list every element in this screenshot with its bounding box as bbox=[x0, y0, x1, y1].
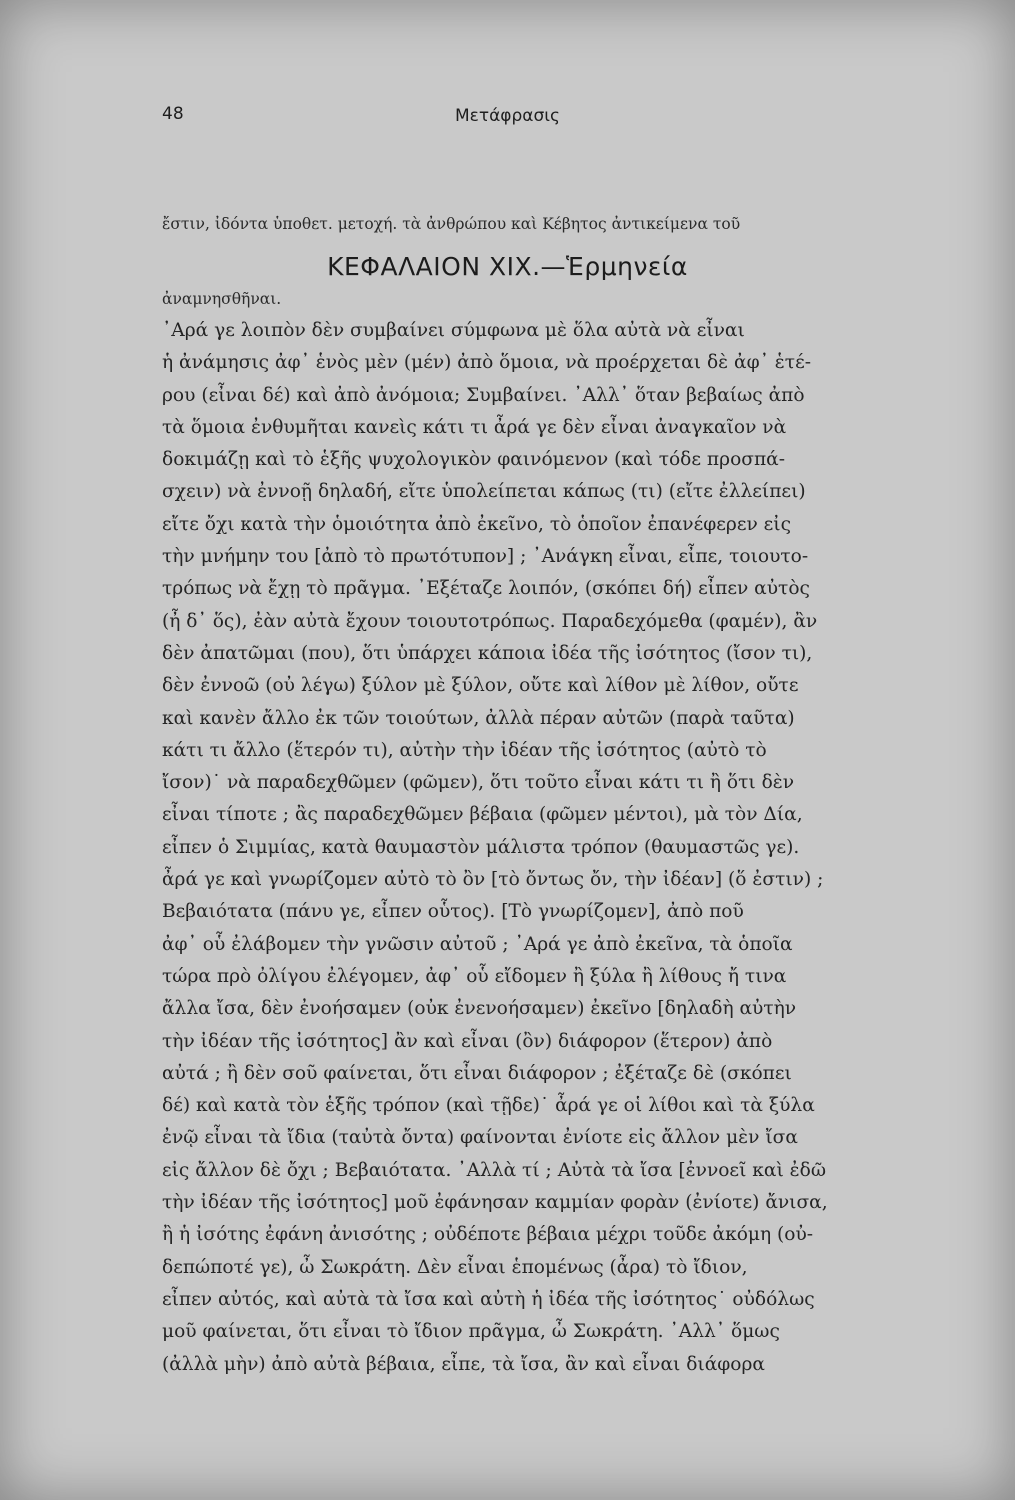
argument-line: ἀναμνησθῆναι. bbox=[162, 290, 282, 308]
text-line: εἰς ἄλλον δὲ ὄχι ; Βεβαιότατα. ᾿Αλλὰ τί ; Αὐτὰ τὰ ἴσα [ἐννοεῖ καὶ ἐδῶ bbox=[162, 1159, 826, 1181]
text-line: δεπώποτέ γε), ὦ Σωκράτη. Δὲν εἶναι ἑπομένως (ἆρα) τὸ ἴδιον, bbox=[162, 1256, 748, 1278]
text-line: τὰ ὅμοια ἐνθυμῆται κανεὶς κάτι τι ἆρά γε δὲν εἶναι ἀναγκαῖον νὰ bbox=[162, 416, 787, 438]
text-line: τρόπως νὰ ἔχῃ τὸ πρᾶγμα. ᾿Εξέταζε λοιπόν, (σκόπει δή) εἶπεν αὐτὸς bbox=[162, 578, 810, 600]
text-line: τὴν ἰδέαν τῆς ἰσότητος] μοῦ ἐφάνησαν καμμίαν φορὰν (ἐνίοτε) ἄνισα, bbox=[162, 1192, 828, 1214]
text-line: εἶπεν αὐτός, καὶ αὐτὰ τὰ ἴσα καὶ αὐτὴ ἡ ἰδέα τῆς ἰσότητος˙ οὐδόλως bbox=[162, 1288, 815, 1310]
text-line: ἐνῷ εἶναι τὰ ἴδια (ταὐτὰ ὄντα) φαίνονται ἐνίοτε εἰς ἄλλον μὲν ἴσα bbox=[162, 1127, 798, 1149]
text-line: δὲν ἐννοῶ (οὐ λέγω) ξύλον μὲ ξύλον, οὔτε καὶ λίθον μὲ λίθον, οὔτε bbox=[162, 675, 799, 697]
text-line: κάτι τι ἄλλο (ἕτερόν τι), αὐτὴν τὴν ἰδέαν τῆς ἰσότητος (αὐτὸ τὸ bbox=[162, 739, 767, 761]
text-line: δὲν ἀπατῶμαι (που), ὅτι ὑπάρχει κάποια ἰδέα τῆς ἰσότητος (ἴσον τι), bbox=[162, 642, 813, 664]
text-line: τὴν μνήμην του [ἀπὸ τὸ πρωτότυπον] ; ᾿Ανάγκη εἶναι, εἶπε, τοιουτο- bbox=[162, 546, 809, 568]
text-line: εἶναι τίποτε ; ἂς παραδεχθῶμεν βέβαια (φῶμεν μέντοι), μὰ τὸν Δία, bbox=[162, 804, 803, 826]
text-line: ἀφ᾽ οὗ ἐλάβομεν τὴν γνῶσιν αὐτοῦ ; ᾿Αρά γε ἀπὸ ἐκεῖνα, τὰ ὁποῖα bbox=[162, 933, 793, 955]
translation-text bbox=[162, 315, 992, 1381]
text-line: Βεβαιότατα (πάνυ γε, εἶπεν οὗτος). [Τὸ γνωρίζομεν], ἀπὸ ποῦ bbox=[162, 901, 744, 923]
text-line: δέ) καὶ κατὰ τὸν ἑξῆς τρόπον (καὶ τῇδε)˙ ἆρά γε οἱ λίθοι καὶ τὰ ξύλα bbox=[162, 1095, 815, 1117]
text-line: δοκιμάζῃ καὶ τὸ ἑξῆς ψυχολογικὸν φαινόμενον (καὶ τόδε προσπά- bbox=[162, 449, 786, 471]
page-number: 48 bbox=[162, 104, 184, 124]
text-line: εἶπεν ὁ Σιμμίας, κατὰ θαυμαστὸν μάλιστα τρόπον (θαυμαστῶς γε). bbox=[162, 836, 800, 858]
text-line: αὐτά ; ἢ δὲν σοῦ φαίνεται, ὅτι εἶναι διάφορον ; ἐξέταζε δὲ (σκόπει bbox=[162, 1062, 792, 1084]
argument-line: ἔστιν, ἰδόντα ὑποθετ. μετοχή. τὰ ἀνθρώπου καὶ Κέβητος ἀντικείμενα τοῦ bbox=[162, 215, 741, 233]
chapter-title: ΚΕΦΑΛΑΙΟΝ ΧΙΧ.—Ἑρμηνεία bbox=[327, 252, 688, 281]
text-line: καὶ κανὲν ἄλλο ἐκ τῶν τοιούτων, ἀλλὰ πέραν αὐτῶν (παρὰ ταῦτα) bbox=[162, 707, 795, 729]
text-line: ἡ ἀνάμησις ἀφ᾽ ἑνὸς μὲν (μέν) ἀπὸ ὅμοια, νὰ προέρχεται δὲ ἀφ᾽ ἑτέ- bbox=[162, 352, 811, 374]
text-line: ᾿Αρά γε λοιπὸν δὲν συμβαίνει σύμφωνα μὲ ὅλα αὐτὰ νὰ εἶναι bbox=[162, 320, 745, 341]
text-line: ἴσον)˙ νὰ παραδεχθῶμεν (φῶμεν), ὅτι τοῦτο εἶναι κάτι τι ἢ ὅτι δὲν bbox=[162, 772, 795, 794]
text-line: σχειν) νὰ ἐννοῇ δηλαδή, εἴτε ὑπολείπεται κάπως (τι) (εἴτε ἐλλείπει) bbox=[162, 481, 806, 503]
text-line: ρου (εἶναι δέ) καὶ ἀπὸ ἀνόμοια; Συμβαίνει. ᾿Αλλ᾽ ὅταν βεβαίως ἀπὸ bbox=[162, 384, 805, 406]
running-head: Μετάφρασις bbox=[454, 106, 560, 126]
text-line: (ἀλλὰ μὴν) ἀπὸ αὐτὰ βέβαια, εἶπε, τὰ ἴσα, ἂν καὶ εἶναι διάφορα bbox=[162, 1353, 765, 1375]
text-line: (ἦ δ᾽ ὅς), ἐὰν αὐτὰ ἔχουν τοιουτοτρόπως. Παραδεχόμεθα (φαμέν), ἂν bbox=[162, 610, 818, 632]
text-line: ἢ ἡ ἰσότης ἐφάνη ἀνισότης ; οὐδέποτε βέβαια μέχρι τοῦδε ἀκόμη (οὐ- bbox=[162, 1224, 814, 1246]
text-line: εἴτε ὄχι κατὰ τὴν ὁμοιότητα ἀπὸ ἐκεῖνο, τὸ ὁποῖον ἐπανέφερεν εἰς bbox=[162, 513, 792, 535]
text-line: ἄλλα ἴσα, δὲν ἐνοήσαμεν (οὐκ ἐνενοήσαμεν) ἐκεῖνο [δηλαδὴ αὐτὴν bbox=[162, 998, 797, 1020]
text-line: ἆρά γε καὶ γνωρίζομεν αὐτὸ τὸ ὂν [τὸ ὄντως ὄν, τὴν ἰδέαν] (ὅ ἐστιν) ; bbox=[162, 869, 824, 891]
text-line: τώρα πρὸ ὀλίγου ἐλέγομεν, ἀφ᾽ οὗ εἴδομεν ἢ ξύλα ἢ λίθους ἤ τινα bbox=[162, 965, 787, 987]
text-line: τὴν ἰδέαν τῆς ἰσότητος] ἂν καὶ εἶναι (ὂν) διάφορον (ἕτερον) ἀπὸ bbox=[162, 1030, 773, 1052]
text-line: μοῦ φαίνεται, ὅτι εἶναι τὸ ἴδιον πρᾶγμα, ὦ Σωκράτη. ᾿Αλλ᾽ ὅμως bbox=[162, 1321, 780, 1343]
